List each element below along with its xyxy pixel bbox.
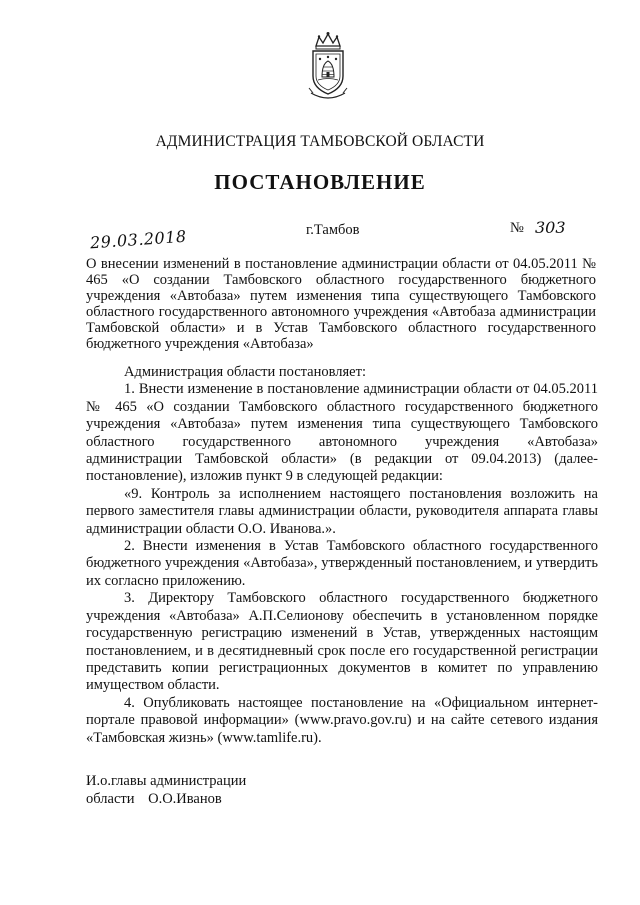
handwritten-date: 29.03.2018 <box>89 226 188 253</box>
resolution-item-4: 4. Опубликовать настоящее постановление на «Официальном интернет-портале правовой информации» (www.pravo.gov.ru) и на сайте сетевого издания «Тамбовская жизнь» (www.tamlife.ru). <box>86 694 598 746</box>
resolution-item-2: 2. Внести изменения в Устав Тамбовского областного государственного бюджетного учреждения «Автобаза», утвержденный постановлением, и утвердить их согласно приложению. <box>86 538 598 589</box>
signatory-title-line2: области <box>86 791 135 807</box>
coat-of-arms-icon <box>305 30 351 102</box>
resolution-item-1-quote: «9. Контроль за исполнением настоящего постановления возложить на первого заместителя главы администрации области, руководителя аппарата главы администрации области О.О. Иванова.». <box>86 485 598 537</box>
signatory-title-line1: И.о.главы администрации <box>86 773 247 789</box>
document-type-title: ПОСТАНОВЛЕНИЕ <box>214 170 426 194</box>
signatory-name: О.О.Иванов <box>148 791 222 807</box>
city-name: г.Тамбов <box>306 222 360 238</box>
handwritten-number: 303 <box>535 218 566 237</box>
number-label: № <box>510 220 524 236</box>
document-subject: О внесении изменений в постановление администрации области от 04.05.2011 № 465 «О создании Тамбовского областного государственного бюджетного учреждения «Автобаза» путем изменения типа существующего Тамбовского областного государственного автономного учреждения «Автобаза администрации Тамбовской области» и в Устав Тамбовского областного государственного бюджетного учреждения «Автобаза» <box>86 256 596 352</box>
resolution-intro: Администрация области постановляет: <box>124 364 366 380</box>
authority-name: АДМИНИСТРАЦИЯ ТАМБОВСКОЙ ОБЛАСТИ <box>155 133 485 150</box>
signature-block <box>86 772 246 808</box>
document-body <box>86 364 598 747</box>
resolution-item-1: 1. Внести изменение в постановление администрации области от 04.05.2011 № 465 «О создании Тамбовского областного государственного бюджетного учреждения «Автобаза» путем изменения типа существующего Тамбовского областного государственного автономного учреждения «Автобаза» администрации Тамбовской области» (в редакции от 09.04.2013) (далее- постановление), изложив пункт 9 в следующей редакции: <box>86 381 598 485</box>
resolution-item-3: 3. Директору Тамбовского областного государственного бюджетного учреждения «Автобаза» А.П.Селионову обеспечить в установленном порядке государственную регистрацию изменений в Устав, утвержденных настоящим постановлением, и в десятидневный срок после его государственной регистрации представить копии регистрационных документов в комитет по управлению имуществом области. <box>86 590 598 694</box>
